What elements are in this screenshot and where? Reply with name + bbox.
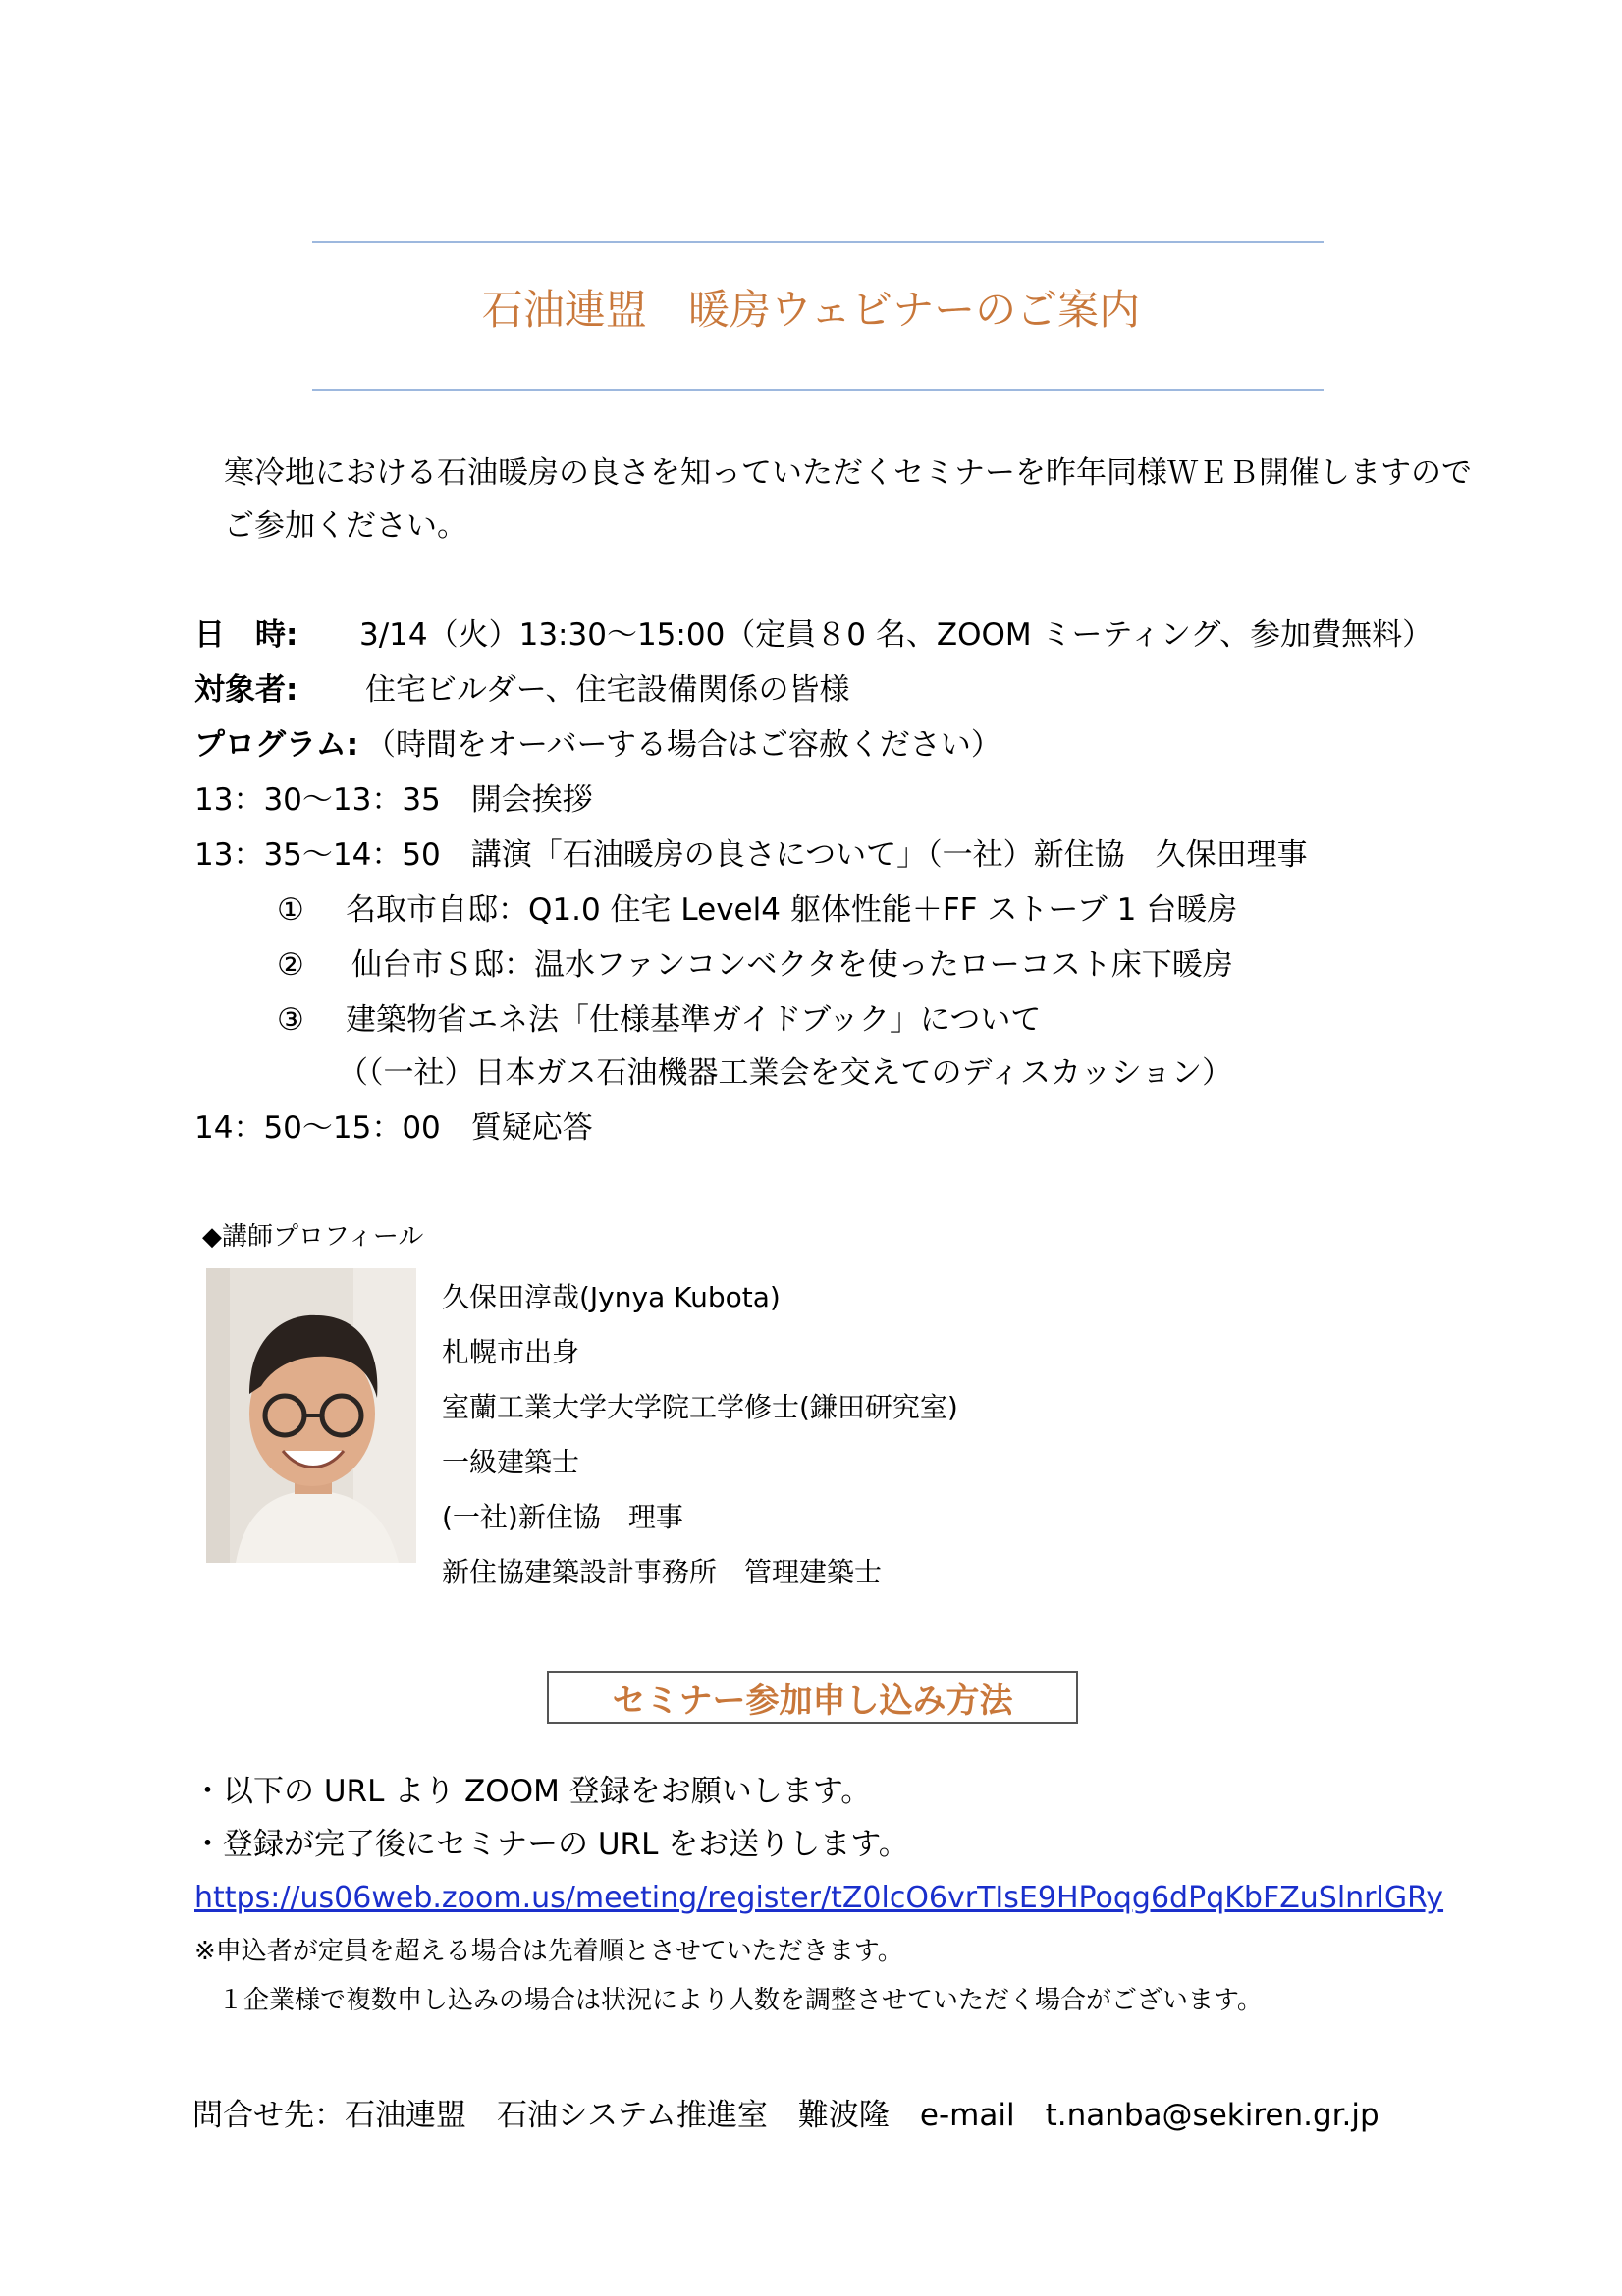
registration-link[interactable]: https://us06web.zoom.us/meeting/register/tZ0lcO6vrTIsE9HPoqg6dPqKbFZuSlnrlGRy — [194, 1881, 1444, 1915]
datetime-label: 日 時: — [194, 617, 298, 653]
howto-step-1: ・以下の URL より ZOOM 登録をお願いします。 — [192, 1774, 872, 1809]
speaker-portrait-icon — [206, 1268, 416, 1563]
sub-item-3-text: 建築物省エネ法「仕様基準ガイドブック」について — [346, 1002, 1042, 1038]
target-value: 住宅ビルダー、住宅設備関係の皆様 — [365, 672, 850, 708]
howto-heading-text: セミナー参加申し込み方法 — [612, 1681, 1013, 1721]
target-label: 対象者: — [194, 672, 298, 708]
speaker-position: (一社)新住協 理事 — [442, 1501, 683, 1533]
program-label: プログラム: — [194, 727, 359, 763]
program-item-lecture: 13：35～14：50 講演「石油暖房の良さについて」（一社）新住協 久保田理事 — [194, 837, 1308, 873]
speaker-education: 室蘭工業大学大学院工学修士(鎌田研究室) — [442, 1391, 958, 1423]
sub-item-1-number: ① — [277, 892, 304, 928]
top-rule — [312, 241, 1324, 243]
howto-note-1: ※申込者が定員を超える場合は先着順とさせていただきます。 — [194, 1937, 903, 1966]
howto-step-2: ・登録が完了後にセミナーの URL をお送りします。 — [192, 1827, 909, 1862]
bottom-rule — [312, 389, 1324, 391]
speaker-name: 久保田淳哉(Jynya Kubota) — [442, 1281, 781, 1313]
intro-line-2: ご参加ください。 — [224, 508, 467, 544]
sub-item-1-text: 名取市自邸：Q1.0 住宅 Level4 躯体性能＋FF ストーブ 1 台暖房 — [346, 892, 1238, 928]
speaker-license: 一級建築士 — [442, 1446, 580, 1478]
page-title: 石油連盟 暖房ウェビナーのご案内 — [481, 286, 1141, 334]
datetime-value: 3/14（火）13:30～15:00（定員８0 名、ZOOM ミーティング、参加費無料） — [359, 617, 1433, 653]
speaker-photo — [206, 1268, 416, 1563]
howto-note-2: １企業様で複数申し込みの場合は状況により人数を調整させていただく場合がございます。 — [218, 1986, 1263, 2015]
speaker-birthplace: 札幌市出身 — [442, 1336, 580, 1368]
sub-item-3-number: ③ — [277, 1002, 304, 1038]
speaker-office: 新住協建築設計事務所 管理建築士 — [442, 1556, 883, 1588]
profile-heading: ◆講師プロフィール — [202, 1222, 424, 1252]
program-item-qa: 14：50～15：00 質疑応答 — [194, 1110, 593, 1146]
intro-line-1: 寒冷地における石油暖房の良さを知っていただくセミナーを昨年同様ＷＥＢ開催しますので — [224, 455, 1472, 491]
sub-item-3-note: （（一社）日本ガス石油機器工業会を交えてのディスカッション） — [338, 1055, 1233, 1091]
program-note: （時間をオーバーする場合はご容赦ください） — [365, 727, 1001, 763]
sub-item-2-number: ② — [277, 947, 304, 983]
contact-line: 問合せ先：石油連盟 石油システム推進室 難波隆 e-mail t.nanba@sekiren.gr.jp — [192, 2098, 1379, 2133]
program-item-opening: 13：30～13：35 開会挨拶 — [194, 782, 593, 818]
sub-item-2-text: 仙台市Ｓ邸：温水ファンコンベクタを使ったローコスト床下暖房 — [351, 947, 1233, 983]
howto-heading — [547, 1671, 1078, 1724]
